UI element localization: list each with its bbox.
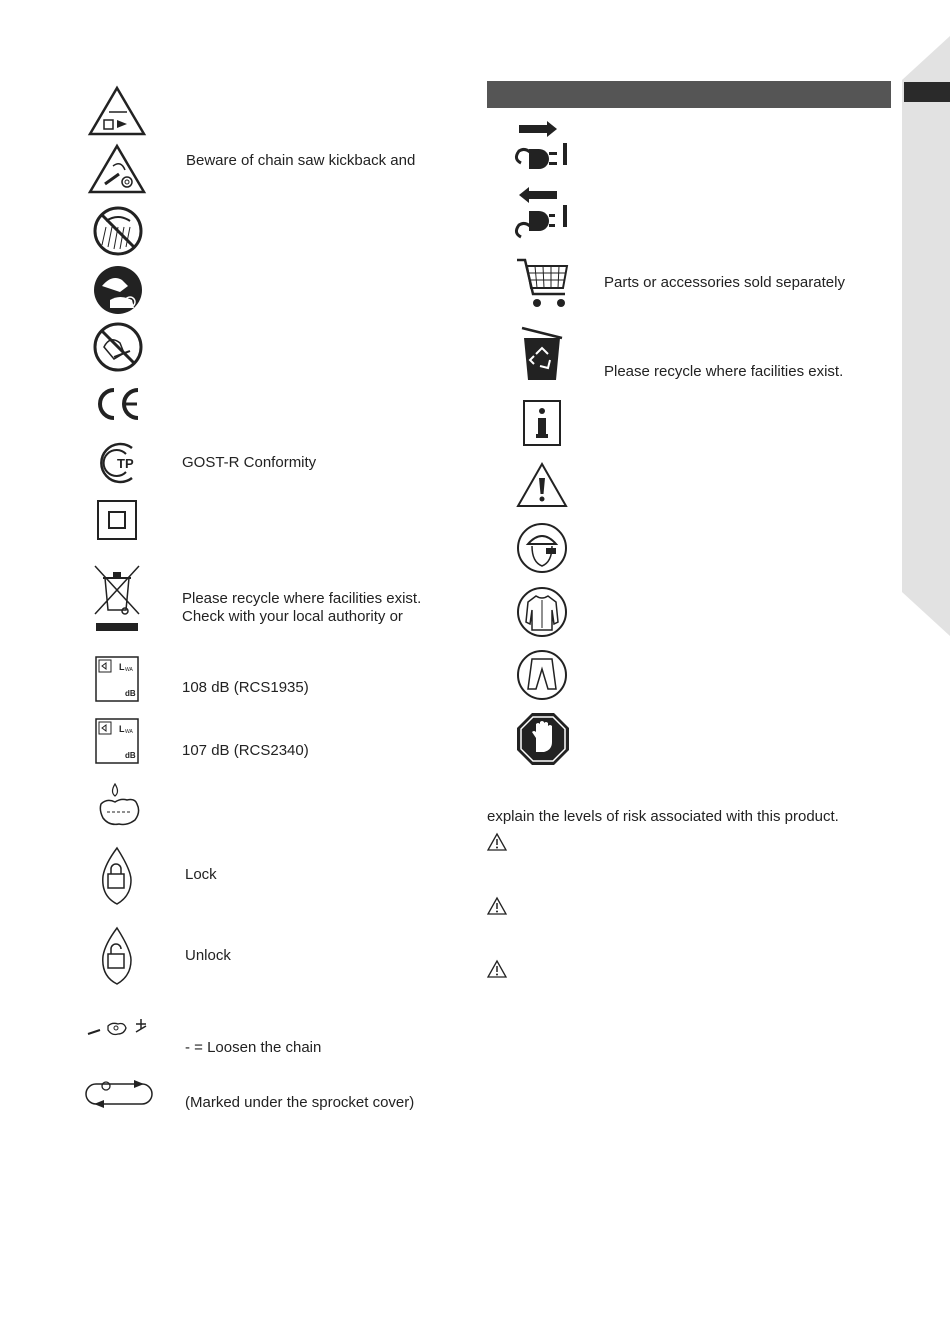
- lock-icon: [99, 846, 135, 906]
- chain-oil-icon: [97, 782, 141, 826]
- stop-hand-icon: [516, 712, 570, 766]
- protective-trousers-icon: [516, 649, 568, 701]
- svg-text:L: L: [119, 724, 125, 734]
- gost-mark-icon: [94, 440, 142, 486]
- section-header-bar: [487, 81, 891, 108]
- left-symbol-text: GOST-R Conformity: [182, 454, 317, 471]
- chain-tension-icon: [86, 1018, 152, 1040]
- chain-direction-icon: [84, 1078, 152, 1108]
- left-symbol-text: - = Loosen the chain: [185, 1039, 322, 1056]
- electric-warning-icon: [89, 86, 145, 136]
- left-symbol-text: Beware of chain saw kickback and: [186, 152, 416, 169]
- small-warning-icon: [487, 960, 507, 978]
- svg-text:dB: dB: [125, 751, 136, 760]
- left-symbol-text: Unlock: [185, 947, 231, 964]
- svg-text:L: L: [119, 662, 125, 672]
- kickback-warning-icon: [89, 144, 145, 194]
- unlock-icon: [99, 926, 135, 986]
- left-symbol-text: 108 dB (RCS1935): [182, 679, 309, 696]
- left-symbol-text-2: Check with your local authority or: [182, 608, 403, 625]
- left-symbol-text: Lock: [185, 866, 217, 883]
- plug-in-icon: [513, 121, 571, 177]
- small-warning-icon: [487, 833, 507, 851]
- small-warning-icon: [487, 897, 507, 915]
- two-hands-icon: [92, 264, 144, 316]
- side-tab: [902, 36, 950, 636]
- svg-text:dB: dB: [125, 689, 136, 698]
- risk-intro-text: explain the levels of risk associated with this product.: [487, 808, 839, 825]
- svg-text:TP: TP: [117, 456, 134, 471]
- left-symbol-text: 107 dB (RCS2340): [182, 742, 309, 759]
- shopping-cart-icon: [515, 256, 571, 310]
- no-one-hand-icon: [92, 321, 144, 373]
- unplug-icon: [513, 187, 571, 243]
- right-symbol-text: Parts or accessories sold separately: [604, 274, 845, 291]
- weee-bin-icon: [93, 564, 141, 634]
- info-icon: [523, 400, 561, 446]
- ce-mark-icon: [94, 386, 142, 422]
- protective-jacket-icon: [516, 586, 568, 638]
- no-rain-icon: [92, 205, 144, 257]
- svg-text:WA: WA: [125, 729, 133, 735]
- warning-triangle-icon: [516, 462, 568, 508]
- helmet-visor-icon: [516, 522, 568, 574]
- sound-power-icon: [95, 656, 139, 702]
- double-insulation-icon: [97, 500, 137, 540]
- left-symbol-text: (Marked under the sprocket cover): [185, 1094, 415, 1111]
- recycle-bin-icon: [520, 324, 564, 382]
- left-symbol-text: Please recycle where facilities exist.: [182, 590, 422, 607]
- svg-text:WA: WA: [125, 667, 133, 673]
- right-symbol-text: Please recycle where facilities exist.: [604, 363, 844, 380]
- sound-power-icon: [95, 718, 139, 764]
